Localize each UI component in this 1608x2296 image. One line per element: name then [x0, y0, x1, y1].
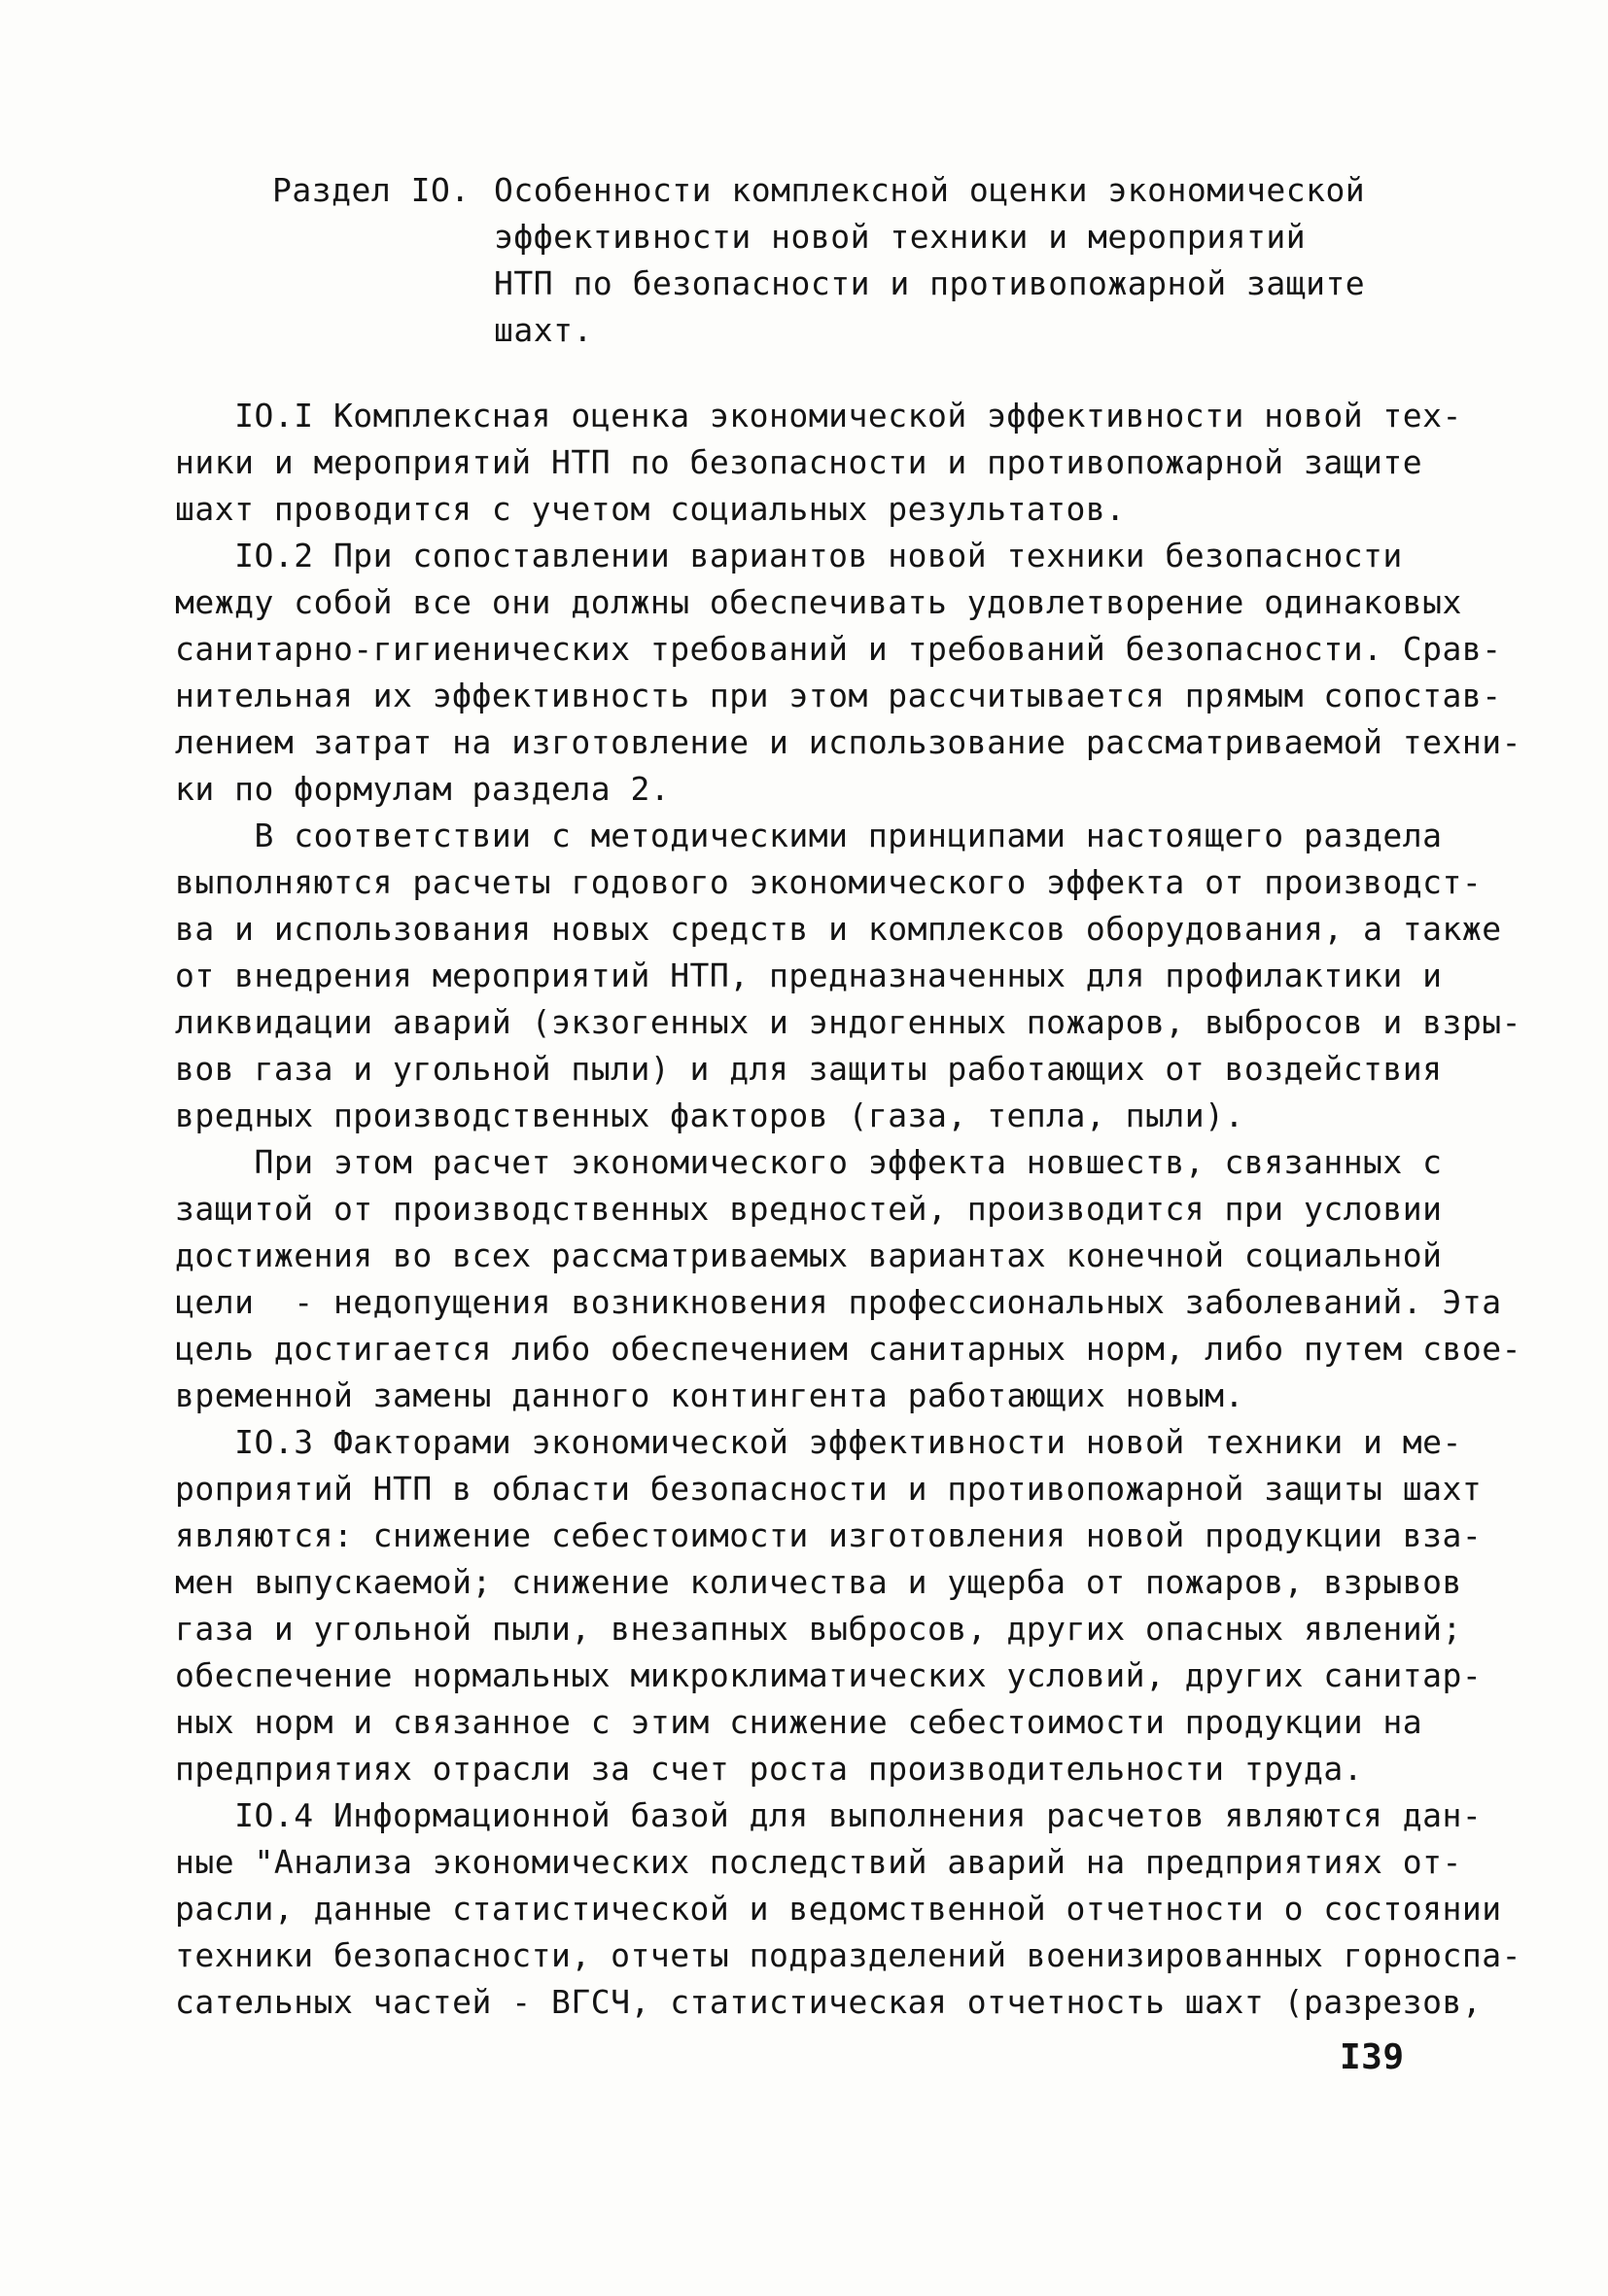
section-title-line: НТП по безопасности и противопожарной защите	[494, 264, 1366, 302]
text-line: техники безопасности, отчеты подразделений военизированных горноспа-	[175, 1936, 1522, 1974]
text-line: мен выпускаемой; снижение количества и ущерба от пожаров, взрывов	[175, 1563, 1462, 1601]
text-line: ки по формулам раздела 2.	[175, 770, 671, 808]
text-line: защитой от производственных вредностей, производится при условии	[175, 1190, 1443, 1228]
text-line: ликвидации аварий (экзогенных и эндогенных пожаров, выбросов и взры-	[175, 1003, 1522, 1041]
text-line: санитарно-гигиенических требований и требований безопасности. Срав-	[175, 630, 1502, 668]
text-line: IO.4 Информационной базой для выполнения расчетов являются дан-	[175, 1796, 1483, 1834]
text-line: временной замены данного контингента работающих новым.	[175, 1376, 1244, 1414]
section-title-line: Особенности комплексной оценки экономической	[494, 171, 1366, 209]
text-line: роприятий НТП в области безопасности и противопожарной защиты шахт	[175, 1470, 1483, 1508]
text-line: от внедрения мероприятий НТП, предназначенных для профилактики и	[175, 957, 1443, 994]
text-line: ва и использования новых средств и комплексов оборудования, а также	[175, 910, 1502, 948]
text-line: При этом расчет экономического эффекта новшеств, связанных с	[175, 1143, 1443, 1181]
section-heading	[272, 167, 1439, 354]
text-line: достижения во всех рассматриваемых вариантах конечной социальной	[175, 1236, 1443, 1274]
text-line: IO.2 При сопоставлении вариантов новой техники безопасности	[175, 537, 1403, 574]
text-line: ные "Анализа экономических последствий аварий на предприятиях от-	[175, 1843, 1462, 1881]
text-line: цели - недопущения возникновения профессиональных заболеваний. Эта	[175, 1283, 1502, 1321]
text-line: вов газа и угольной пыли) и для защиты работающих от воздействия	[175, 1050, 1443, 1088]
text-line: вредных производственных факторов (газа, тепла, пыли).	[175, 1096, 1244, 1134]
text-line: лением затрат на изготовление и использование рассматриваемой техни-	[175, 723, 1522, 761]
text-line: между собой все они должны обеспечивать удовлетворение одинаковых	[175, 583, 1462, 621]
text-line: выполняются расчеты годового экономического эффекта от производст-	[175, 863, 1483, 901]
text-line: предприятиях отрасли за счет роста производительности труда.	[175, 1750, 1364, 1788]
text-line: IO.I Комплексная оценка экономической эффективности новой тех-	[175, 397, 1462, 435]
section-title	[494, 167, 1365, 354]
text-line: IO.3 Факторами экономической эффективности новой техники и ме-	[175, 1423, 1462, 1461]
text-line: ники и мероприятий НТП по безопасности и противопожарной защите	[175, 443, 1423, 481]
page-number: I39	[1340, 2037, 1405, 2077]
text-line: цель достигается либо обеспечением санитарных норм, либо путем свое-	[175, 1330, 1522, 1368]
text-line: сательных частей - ВГСЧ, статистическая отчетность шахт (разрезов,	[175, 1983, 1483, 2021]
text-line: обеспечение нормальных микроклиматических условий, других санитар-	[175, 1656, 1483, 1694]
text-line: ных норм и связанное с этим снижение себестоимости продукции на	[175, 1703, 1423, 1741]
section-title-line: шахт.	[494, 311, 593, 349]
text-line: являются: снижение себестоимости изготовления новой продукции вза-	[175, 1516, 1483, 1554]
text-line: расли, данные статистической и ведомственной отчетности о состоянии	[175, 1890, 1502, 1928]
text-line: нительная их эффективность при этом рассчитывается прямым сопостав-	[175, 677, 1502, 714]
body-text	[175, 393, 1522, 2026]
section-title-line: эффективности новой техники и мероприятий	[494, 218, 1307, 256]
section-label: Раздел IO.	[272, 171, 471, 209]
text-line: газа и угольной пыли, внезапных выбросов, других опасных явлений;	[175, 1610, 1462, 1648]
text-line: В соответствии с методическими принципами настоящего раздела	[175, 817, 1443, 854]
text-line: шахт проводится с учетом социальных результатов.	[175, 490, 1126, 528]
